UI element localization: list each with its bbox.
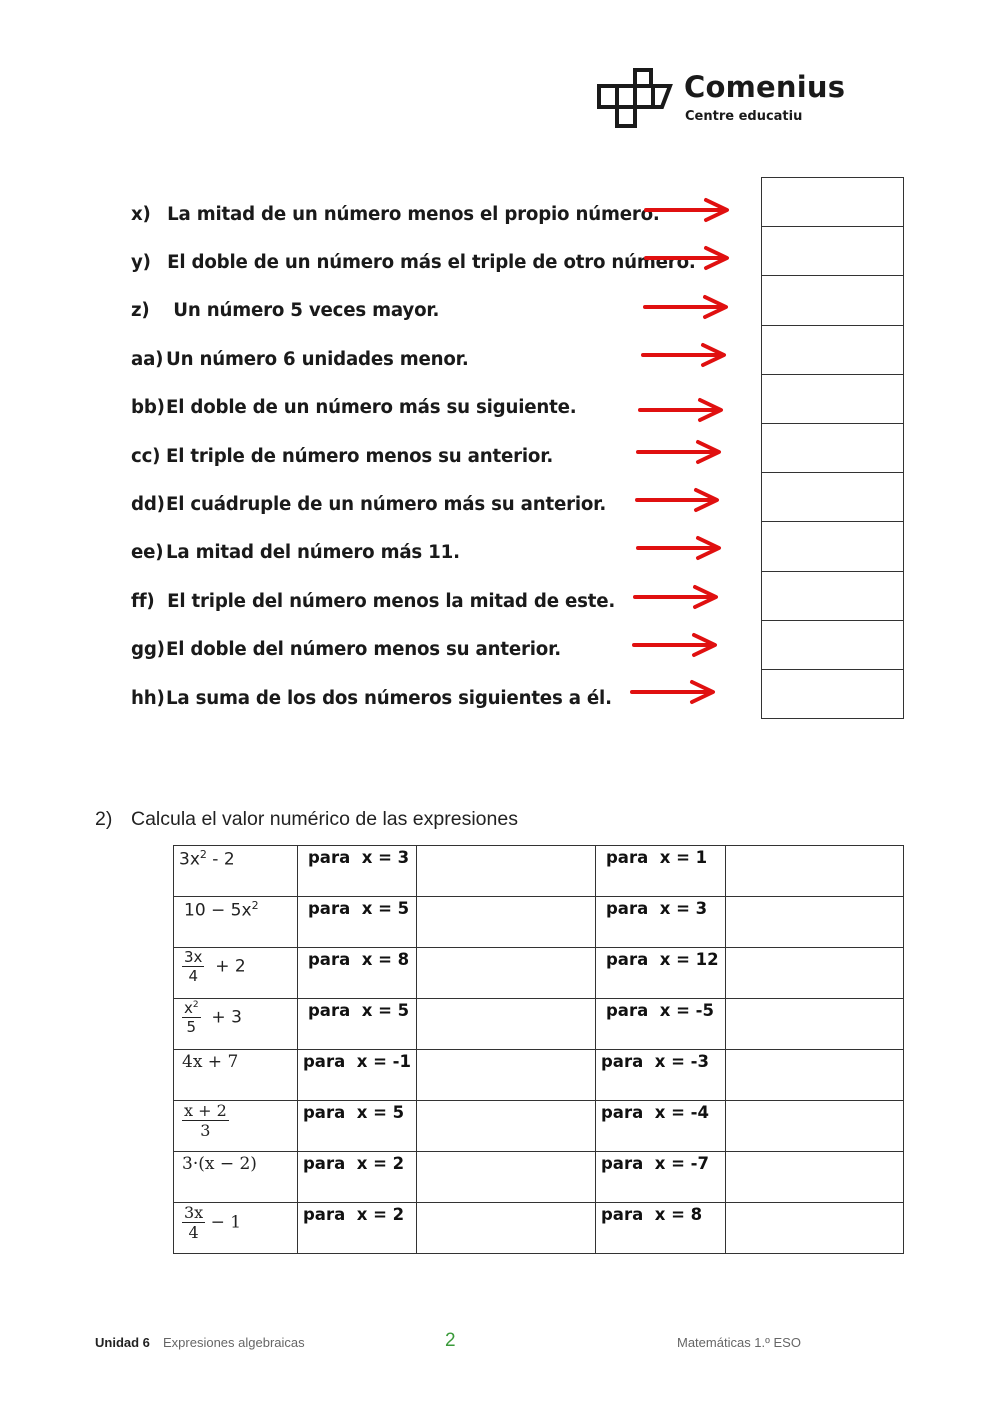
section-2-heading: 2) Calcula el valor numérico de las expresiones xyxy=(95,808,518,830)
answer-box[interactable] xyxy=(762,522,903,571)
answer-box[interactable] xyxy=(762,227,903,276)
answer-box[interactable] xyxy=(762,572,903,621)
expression: $\frac{x^2}{5}$ + 3 xyxy=(184,999,242,1036)
list-item: aa) Un número 6 unidades menor. xyxy=(131,348,469,370)
arrow-icon xyxy=(646,200,727,220)
table-row: $\frac{3x}{4}$ + 2 para x = 8 para x = 12 xyxy=(174,948,904,999)
answer-box[interactable] xyxy=(762,621,903,670)
arrow-icon xyxy=(645,297,726,317)
answer-box[interactable] xyxy=(762,276,903,325)
answer-cell[interactable] xyxy=(726,1152,904,1203)
list-item: hh) La suma de los dos números siguientes a él. xyxy=(131,687,612,709)
arrow-icon xyxy=(632,682,713,702)
answer-box[interactable] xyxy=(762,670,903,718)
answer-box[interactable] xyxy=(762,473,903,522)
answer-cell[interactable] xyxy=(417,1050,596,1101)
answer-cell[interactable] xyxy=(726,897,904,948)
list-item: ff) El triple del número menos la mitad de este. xyxy=(131,590,616,612)
brand-subtitle: Centre educatiu xyxy=(685,109,803,124)
answer-cell[interactable] xyxy=(417,897,596,948)
answer-cell[interactable] xyxy=(726,948,904,999)
arrow-icon xyxy=(635,587,716,607)
answer-cell[interactable] xyxy=(726,1203,904,1254)
arrow-icon xyxy=(646,248,727,268)
brand-name: Comenius xyxy=(684,70,846,104)
arrow-icon xyxy=(640,400,721,420)
arrow-icon xyxy=(643,345,724,365)
arrow-icon xyxy=(638,538,719,558)
expression: 3·(x − 2) xyxy=(182,1154,257,1174)
answer-cell[interactable] xyxy=(417,948,596,999)
table-row: $\frac{x + 2}{3}$ para x = 5 para x = -4 xyxy=(174,1101,904,1152)
expression: $\frac{3x}{4}$ + 2 xyxy=(184,948,246,985)
list-item: bb) El doble de un número más su siguiente. xyxy=(131,397,577,419)
answer-box[interactable] xyxy=(762,424,903,473)
topic-label: Expresiones algebraicas xyxy=(163,1335,305,1350)
answer-cell[interactable] xyxy=(417,999,596,1050)
answer-box[interactable] xyxy=(762,375,903,424)
expression: $\frac{x + 2}{3}$ xyxy=(184,1101,227,1140)
expression: $10 - 5x^2$ xyxy=(184,899,259,921)
expression: 4x + 7 xyxy=(182,1052,239,1072)
list-item: x) La mitad de un número menos el propio número. xyxy=(131,203,660,225)
expression-table xyxy=(173,845,904,1254)
answer-cell[interactable] xyxy=(726,1101,904,1152)
answer-cell[interactable] xyxy=(417,1152,596,1203)
table-row: $\frac{x^2}{5}$ + 3 para x = 5 para x = -5 xyxy=(174,999,904,1050)
answer-cell[interactable] xyxy=(417,1203,596,1254)
answer-cell[interactable] xyxy=(726,846,904,897)
table-row: $\frac{3x}{4}$ − 1 para x = 2 para x = 8 xyxy=(174,1203,904,1254)
expression: $3x^2 - 2$ xyxy=(179,848,235,870)
arrow-icon xyxy=(634,635,715,655)
unit-label: Unidad 6 xyxy=(95,1335,150,1350)
answer-box[interactable] xyxy=(762,178,903,227)
subject-label: Matemáticas 1.º ESO xyxy=(677,1335,801,1350)
expression: $\frac{3x}{4}$ − 1 xyxy=(184,1203,242,1242)
answer-cell[interactable] xyxy=(726,999,904,1050)
arrow-icon xyxy=(638,442,719,462)
table-row: $10 - 5x^2$ para x = 5 para x = 3 xyxy=(174,897,904,948)
answer-cell[interactable] xyxy=(417,846,596,897)
list-item: z) Un número 5 veces mayor. xyxy=(131,300,440,322)
list-item: dd) El cuádruple de un número más su anterior. xyxy=(131,494,607,516)
table-row: $3x^2 - 2$ para x = 3 para x = 1 xyxy=(174,846,904,897)
table-row: 3·(x − 2) para x = 2 para x = -7 xyxy=(174,1152,904,1203)
table-row: 4x + 7 para x = -1 para x = -3 xyxy=(174,1050,904,1101)
answer-boxes xyxy=(761,177,904,719)
list-item: y) El doble de un número más el triple de otro número. xyxy=(131,252,696,274)
answer-box[interactable] xyxy=(762,326,903,375)
answer-cell[interactable] xyxy=(417,1101,596,1152)
page-number: 2 xyxy=(445,1330,456,1351)
answer-cell[interactable] xyxy=(726,1050,904,1101)
arrow-icon xyxy=(637,490,717,510)
list-item: gg) El doble del número menos su anterior. xyxy=(131,639,561,661)
list-item: ee) La mitad del número más 11. xyxy=(131,542,460,564)
list-item: cc) El triple de número menos su anterior. xyxy=(131,445,554,467)
